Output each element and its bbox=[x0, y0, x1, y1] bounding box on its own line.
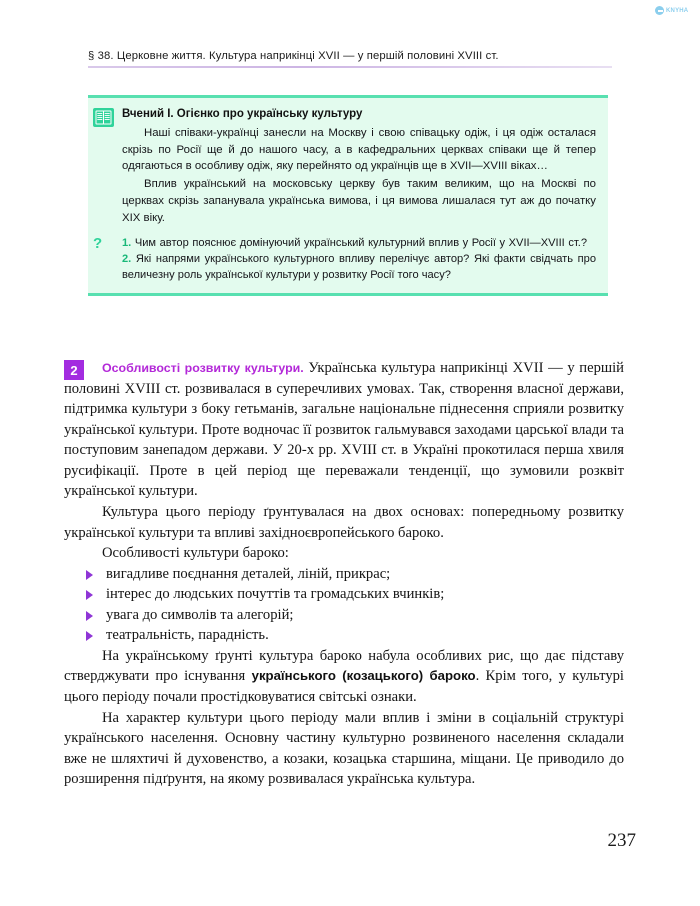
list-item-label: театральність, парадність. bbox=[106, 627, 269, 644]
open-book-icon bbox=[93, 108, 114, 127]
question-number-2: 2. bbox=[122, 252, 132, 265]
source-paragraph-2: Вплив український на московську церкву був таким великим, що на Москві по церквах скрізь запанувала українська вимова, і ця вимова лишалася тут аж до початку XIX віку. bbox=[122, 178, 596, 224]
section-number-badge: 2 bbox=[64, 360, 84, 380]
section-intro-paragraph bbox=[64, 358, 624, 502]
list-item-label: увага до символів та алегорій; bbox=[106, 606, 294, 623]
bullet-arrow-icon bbox=[86, 631, 93, 641]
header-divider bbox=[88, 66, 612, 68]
page-number: 237 bbox=[607, 830, 636, 851]
paragraph-3-part-1: На українському ґрунті культура бароко набула особливих рис, що дає підставу стверджувати про існування bbox=[64, 647, 624, 685]
page-header bbox=[88, 50, 612, 68]
question-text-1: Чим автор пояснює домінуючий український культурний вплив у Росії у XVII—XVIII ст.? bbox=[134, 236, 587, 249]
baroque-feature-list bbox=[64, 564, 624, 646]
publisher-watermark bbox=[655, 4, 697, 17]
section-2 bbox=[64, 358, 624, 790]
question-text-2: Які напрями українського культурного впливу перелічує автор? Які факти свідчать про величезну роль української культури у розвитку Росії того часу? bbox=[122, 252, 596, 281]
list-item-label: вигадливе поєднання деталей, ліній, прикрас; bbox=[106, 565, 391, 582]
questions-text bbox=[122, 235, 596, 284]
circle-logo-icon bbox=[655, 6, 664, 15]
bullet-arrow-icon bbox=[86, 611, 93, 621]
feature-list-intro: Особливості культури бароко: bbox=[102, 545, 289, 562]
section-heading: Особливості розвитку культури. bbox=[102, 361, 304, 375]
list-item bbox=[86, 564, 624, 585]
section-paragraph-3 bbox=[64, 646, 624, 708]
section-intro-text: Українська культура наприкінці XVII — у першій половині XVIII ст. розвивалася в суперечливих умовах. Так, створення власної держави, підтримка культури з боку гетьманів, загальне національне піднесення сприяли розвитку української культури. Проте водночас її розвиток гальмувався заходами царської влади та поступовим занепадом держави. У 20-х рр. XVIII ст. в Україні прокотилася перша хвиля русифікації. Проте в цей період ще переважали тенденції, що зумовили розквіт української культури. bbox=[64, 360, 624, 500]
bullet-arrow-icon bbox=[86, 590, 93, 600]
source-paragraph-1: Наші співаки-українці занесли на Москву і свою співацьку одіж, і ця одіж осталася скрізь по Росії ще й до нашого часу, а в кафедральних церквах співаки ще й тепер одягаються в особливу одіж, яку перейнято од українців ще в XVII—XVIII віках… bbox=[122, 126, 596, 173]
section-paragraph-2: Культура цього періоду ґрунтувалася на двох основах: попередньому розвитку української культури та впливі західноєвропейського бароко. bbox=[64, 503, 624, 541]
list-item bbox=[86, 605, 624, 626]
source-questions bbox=[93, 234, 596, 284]
list-item-label: інтерес до людських почуттів та громадських вчинків; bbox=[106, 586, 445, 603]
list-item bbox=[86, 625, 624, 646]
key-term-cossack-baroque: українського (козацького) бароко bbox=[251, 668, 476, 684]
list-item bbox=[86, 584, 624, 605]
question-mark-icon: ? bbox=[93, 234, 103, 252]
page-title: § 38. Церковне життя. Культура наприкінці XVII — у першій половині XVIII ст. bbox=[88, 50, 499, 62]
source-document-box bbox=[88, 95, 608, 296]
bullet-arrow-icon bbox=[86, 570, 93, 580]
paragraph-3-part-2: . Крім того, у культурі цього періоду почали простідковуватися світські ознаки. bbox=[64, 668, 624, 705]
source-box-title: Вчений І. Огієнко про українську культуру bbox=[122, 108, 363, 120]
section-paragraph-4: На характер культури цього періоду мали вплив і зміни в соціальній структурі українського населення. Основну частину культурно розвиненого населення складали вже не шляхтичі й духовенство, а козаки, козацька старшина, міщани. Це приводило до розширення підґрунтя, на якому розвивалася українська культура. bbox=[64, 709, 624, 788]
question-number-1: 1. bbox=[122, 236, 132, 249]
watermark-label: KNYHA bbox=[666, 7, 689, 14]
